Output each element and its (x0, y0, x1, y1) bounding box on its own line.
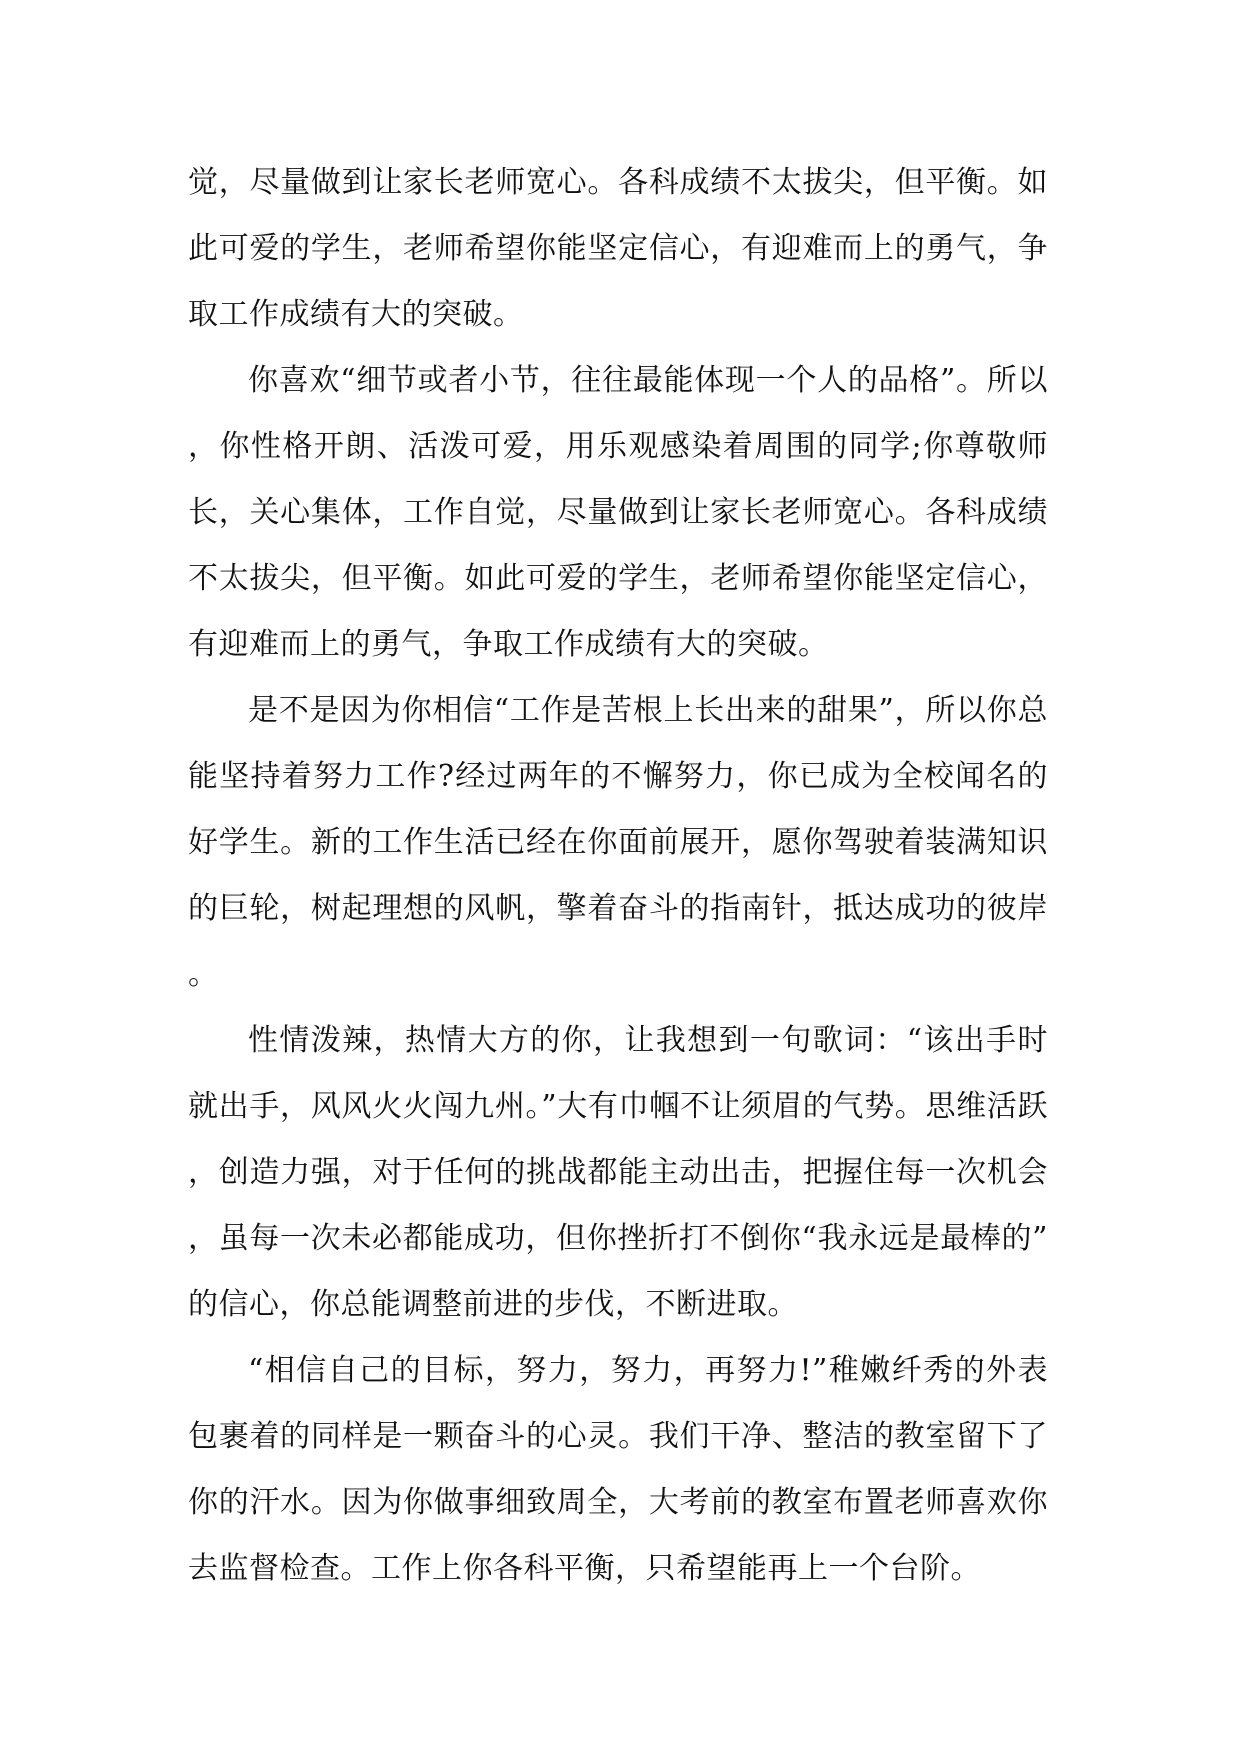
document-body (188, 150, 1048, 1602)
paragraph-5: “相信自己的目标，努力，努力，再努力!”稚嫩纤秀的外表包裹着的同样是一颗奋斗的心灵。我们干净、整洁的教室留下了你的汗水。因为你做事细致周全，大考前的教室布置老师喜欢你去监督检查。工作上你各科平衡，只希望能再上一个台阶。 (188, 1353, 1048, 1586)
paragraph-4: 性情泼辣，热情大方的你，让我想到一句歌词：“该出手时就出手，风风火火闯九州。”大有巾帼不让须眉的气势。思维活跃，创造力强，对于任何的挑战都能主动出击，把握住每一次机会，虽每一次未必都能成功，但你挫折打不倒你“我永远是最棒的”的信心，你总能调整前进的步伐，不断进取。 (188, 1023, 1048, 1322)
paragraph-1: 觉，尽量做到让家长老师宽心。各科成绩不太拔尖，但平衡。如此可爱的学生，老师希望你能坚定信心，有迎难而上的勇气，争取工作成绩有大的突破。 (188, 165, 1048, 332)
paragraph-3: 是不是因为你相信“工作是苦根上长出来的甜果”，所以你总能坚持着努力工作?经过两年的不懈努力，你已成为全校闻名的好学生。新的工作生活已经在你面前展开，愿你驾驶着装满知识的巨轮，树起理想的风帆，擎着奋斗的指南针，抵达成功的彼岸。 (188, 693, 1048, 992)
paragraph-2: 你喜欢“细节或者小节，往往最能体现一个人的品格”。所以，你性格开朗、活泼可爱，用乐观感染着周围的同学;你尊敬师长，关心集体，工作自觉，尽量做到让家长老师宽心。各科成绩不太拔尖，但平衡。如此可爱的学生，老师希望你能坚定信心，有迎难而上的勇气，争取工作成绩有大的突破。 (188, 363, 1048, 662)
